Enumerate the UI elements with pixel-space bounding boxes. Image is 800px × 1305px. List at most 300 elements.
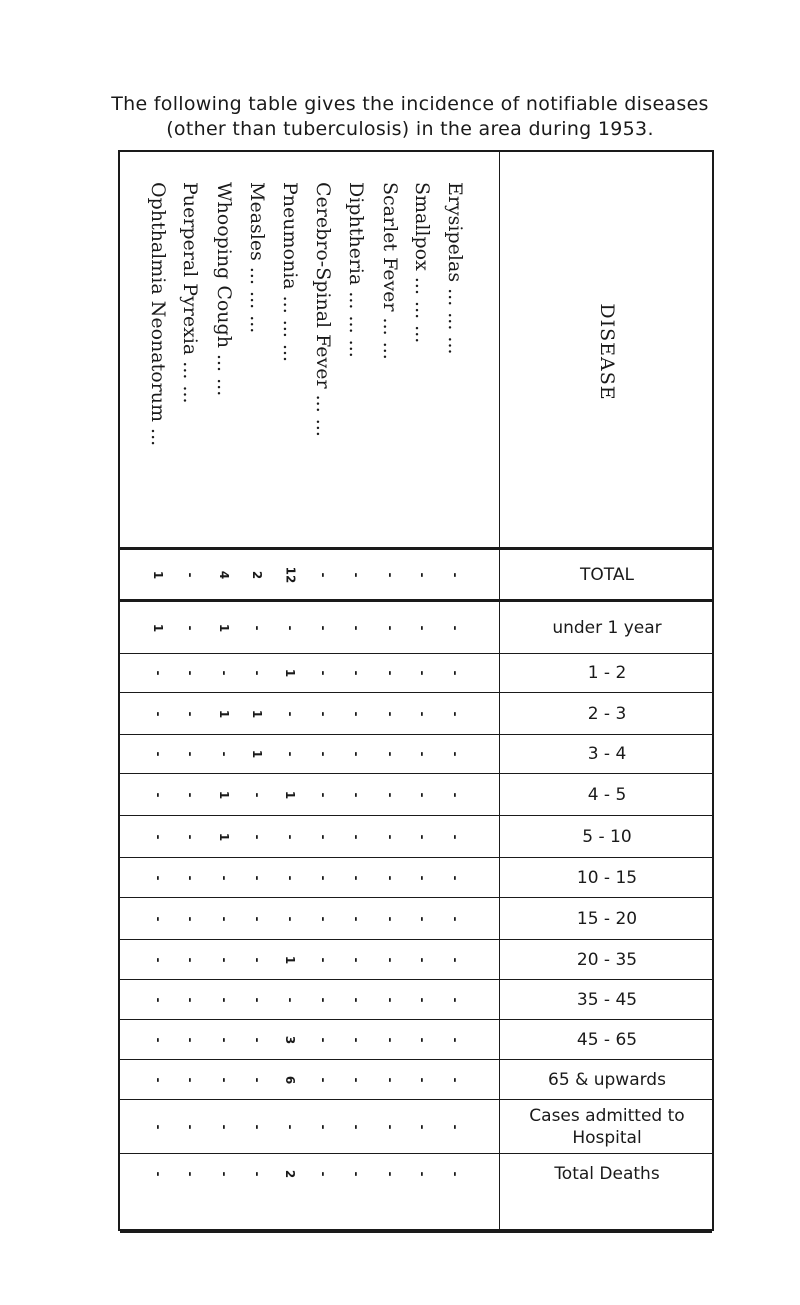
cell-value: - [249,957,264,962]
table-cell [210,898,238,939]
table-cell [408,1020,436,1059]
cell-value: - [348,834,363,839]
cell-value: - [182,1037,197,1042]
table-row [120,816,714,858]
cell-value: - [447,1124,462,1129]
table-cell [144,693,172,734]
cell-value: - [282,1124,297,1129]
table-cell [243,602,271,653]
cell-value: - [150,957,165,962]
table-cell [309,774,337,815]
row-label: 20 - 35 [576,949,638,970]
cell-value: - [315,957,330,962]
cell-value: - [249,916,264,921]
table-cell [408,940,436,979]
table-cell [176,1154,204,1194]
table-row [120,980,714,1020]
table-cell [376,980,404,1019]
disease-name-text: Ophthalmia Neonatorum ... [147,182,169,447]
row-label: under 1 year [552,617,662,638]
disease-header-row [120,152,714,550]
table-cell [441,735,469,773]
table-cell [210,774,238,815]
cell-value: 1 [282,955,297,964]
cell-value: - [150,670,165,676]
cell-value: 3 [282,1035,297,1044]
row-label: 35 - 45 [576,989,638,1010]
cell-value: 1 [216,790,231,799]
row-label: 5 - 10 [582,826,632,847]
table-cell [309,858,337,897]
cell-value: - [414,792,429,797]
table-cell [144,940,172,979]
cell-value: - [182,625,197,630]
cell-value: 1 [249,749,264,759]
cell-value: - [150,792,165,797]
table-cell [210,550,238,599]
cell-value: - [150,916,165,921]
table-row [120,774,714,816]
disease-name-header [376,182,404,542]
cell-value: - [282,875,297,880]
disease-name-text: Scarlet Fever ... ... [379,182,401,360]
table-cell [376,550,404,599]
cell-value: - [282,711,297,716]
row-label: 65 & upwards [548,1069,666,1090]
table-cell [243,654,271,692]
row-label: Cases admitted to Hospital [529,1105,685,1148]
cell-value: 2 [249,570,264,579]
cell-value: - [348,1171,363,1177]
row-label: TOTAL [580,564,634,585]
table-cell [243,816,271,857]
cell-value: 6 [282,1075,297,1084]
table-cell [210,940,238,979]
row-label: 1 - 2 [587,663,627,683]
table-cell [276,550,304,599]
table-cell [441,898,469,939]
disease-name-header [342,182,370,542]
cell-value: - [348,572,363,577]
cell-value: - [414,834,429,839]
table-cell [243,693,271,734]
cell-value: - [414,711,429,716]
table-cell [376,1154,404,1194]
cell-value: - [216,670,231,676]
cell-value: - [348,1037,363,1042]
table-cell [276,774,304,815]
table-cell [144,1020,172,1059]
cell-value: - [447,1037,462,1042]
cell-value: - [382,1037,397,1042]
table-row [120,693,714,735]
table-cell [176,898,204,939]
table-cell [243,550,271,599]
table-cell [376,735,404,773]
cell-value: - [447,711,462,716]
table-cell [441,774,469,815]
cell-value: 1 [216,709,231,718]
table-cell [176,774,204,815]
cell-value: - [382,957,397,962]
table-cell [210,654,238,692]
row-label: Total Deaths [554,1164,660,1184]
cell-value: 1 [216,832,231,841]
table-cell [309,1154,337,1194]
table-cell [342,816,370,857]
cell-value: - [348,625,363,630]
table-row [120,940,714,980]
table-cell [441,654,469,692]
cell-value: - [249,1124,264,1129]
table-cell [176,1060,204,1099]
cell-value: - [414,875,429,880]
table-cell [144,858,172,897]
table-cell [210,858,238,897]
table-cell [408,898,436,939]
cell-value: - [216,997,231,1002]
table-cell [376,858,404,897]
cell-value: - [249,1077,264,1082]
table-cell [144,654,172,692]
table-cell [144,980,172,1019]
table-cell [276,898,304,939]
cell-value: - [447,916,462,921]
table-cell [441,1100,469,1153]
cell-value: - [414,1077,429,1082]
table-row [120,1020,714,1060]
cell-value: - [414,1171,429,1177]
disease-name-header [210,182,238,542]
table-cell [144,735,172,773]
table-cell [376,602,404,653]
table-row [120,735,714,774]
cell-value: - [216,916,231,921]
cell-value: - [447,1171,462,1177]
cell-value: 2 [282,1169,297,1179]
notifiable-diseases-table [118,150,714,1231]
cell-value: - [249,997,264,1002]
cell-value: - [182,1171,197,1177]
table-cell [276,1060,304,1099]
table-cell [309,654,337,692]
table-cell [441,816,469,857]
cell-value: - [150,997,165,1002]
cell-value: 12 [282,566,297,583]
table-cell [210,1020,238,1059]
cell-value: - [348,957,363,962]
table-cell [441,602,469,653]
row-label: 45 - 65 [576,1029,638,1050]
table-cell [243,1020,271,1059]
cell-value: - [315,997,330,1002]
table-cell [210,1060,238,1099]
disease-name-header [243,182,271,542]
cell-value: - [348,1124,363,1129]
row-label: 2 - 3 [587,703,627,724]
cell-value: - [182,670,197,676]
cell-value: - [182,792,197,797]
table-cell [210,1100,238,1153]
table-cell [210,816,238,857]
table-cell [342,1020,370,1059]
cell-value: - [382,572,397,577]
cell-value: - [249,834,264,839]
table-cell [342,550,370,599]
disease-name-text: Whooping Cough ... ... [213,182,235,397]
table-cell [441,1060,469,1099]
cell-value: - [414,751,429,757]
cell-value: - [414,572,429,577]
table-cell [441,1020,469,1059]
table-cell [243,735,271,773]
table-cell [342,980,370,1019]
cell-value: - [382,834,397,839]
cell-value: - [150,711,165,716]
cell-value: - [150,834,165,839]
cell-value: 1 [282,790,297,799]
table-cell [144,550,172,599]
table-cell [176,602,204,653]
cell-value: - [315,792,330,797]
table-cell [176,550,204,599]
table-cell [309,980,337,1019]
cell-value: - [348,751,363,757]
disease-name-text: Puerperal Pyrexia ... ... [179,182,201,404]
table-cell [342,693,370,734]
cell-value: - [249,1171,264,1177]
table-cell [441,858,469,897]
disease-name-header [276,182,304,542]
cell-value: - [315,834,330,839]
cell-value: - [382,875,397,880]
table-cell [243,1060,271,1099]
table-cell [243,980,271,1019]
cell-value: - [182,711,197,716]
cell-value: 1 [150,623,165,632]
table-cell [441,980,469,1019]
table-cell [342,940,370,979]
table-cell [210,693,238,734]
table-cell [408,858,436,897]
table-cell [276,1154,304,1194]
cell-value: - [382,1171,397,1177]
cell-value: 1 [249,709,264,718]
table-cell [276,602,304,653]
cell-value: - [414,997,429,1002]
table-cell [309,816,337,857]
cell-value: - [447,625,462,630]
cell-value: - [447,751,462,757]
table-cell [408,774,436,815]
table-cell [408,735,436,773]
cell-value: - [382,792,397,797]
table-row [120,602,714,654]
table-cell [176,980,204,1019]
cell-value: - [382,711,397,716]
table-cell [144,816,172,857]
cell-value: - [315,1171,330,1177]
table-cell [408,816,436,857]
table-cell [408,602,436,653]
table-cell [144,1100,172,1153]
cell-value: - [216,1037,231,1042]
cell-value: - [447,1077,462,1082]
cell-value: - [315,1124,330,1129]
cell-value: - [150,1171,165,1177]
cell-value: - [182,875,197,880]
table-cell [144,774,172,815]
table-cell [176,816,204,857]
table-cell [408,1060,436,1099]
table-cell [376,693,404,734]
cell-value: - [315,711,330,716]
table-cell [243,1154,271,1194]
cell-value: - [414,1124,429,1129]
cell-value: - [216,751,231,757]
table-cell [342,602,370,653]
table-cell [441,940,469,979]
table-cell [210,1154,238,1194]
cell-value: - [447,997,462,1002]
cell-value: - [315,875,330,880]
cell-value: - [382,625,397,630]
cell-value: - [182,572,197,577]
cell-value: - [414,957,429,962]
cell-value: - [447,957,462,962]
table-cell [176,735,204,773]
table-cell [176,654,204,692]
cell-value: - [315,572,330,577]
table-cell [408,980,436,1019]
cell-value: 4 [216,570,231,579]
table-cell [144,1154,172,1194]
table-cell [243,1100,271,1153]
table-cell [210,980,238,1019]
table-row [120,1060,714,1100]
cell-value: - [447,670,462,676]
cell-value: - [282,916,297,921]
cell-value: - [249,625,264,630]
cell-value: - [315,751,330,757]
cell-value: - [382,751,397,757]
table-cell [243,940,271,979]
cell-value: - [216,957,231,962]
table-cell [342,1060,370,1099]
cell-value: - [348,711,363,716]
cell-value: - [182,997,197,1002]
table-cell [408,550,436,599]
disease-name-header [309,182,337,542]
cell-value: - [315,1037,330,1042]
table-row [120,1154,714,1194]
cell-value: - [414,916,429,921]
table-cell [276,735,304,773]
cell-value: - [414,1037,429,1042]
cell-value: - [150,751,165,757]
table-row [120,550,714,602]
table-cell [342,858,370,897]
cell-value: - [382,916,397,921]
row-label: 4 - 5 [587,784,627,805]
disease-name-text: Measles ... ... ... [246,182,268,334]
table-cell [342,1100,370,1153]
cell-value: - [182,916,197,921]
table-row [120,1100,714,1154]
cell-value: - [249,792,264,797]
disease-name-header [176,182,204,542]
disease-column-header [500,152,714,547]
cell-value: - [182,751,197,757]
table-cell [176,858,204,897]
table-row [120,654,714,693]
table-cell [376,1060,404,1099]
cell-value: - [382,670,397,676]
cell-value: - [315,625,330,630]
table-cell [309,735,337,773]
cell-value: - [414,625,429,630]
row-label: 10 - 15 [576,867,638,888]
table-cell [144,1060,172,1099]
table-cell [342,654,370,692]
disease-name-text: Pneumonia ... ... ... [279,182,301,363]
table-cell [276,1020,304,1059]
table-cell [309,693,337,734]
cell-value: - [447,792,462,797]
table-caption: The following table gives the incidence of notifiable diseases (other than tuberculosis) in the area during 1953. [111,93,709,140]
cell-value: - [182,834,197,839]
table-cell [342,735,370,773]
table-cell [309,940,337,979]
cell-value: - [249,875,264,880]
disease-name-text: Diphtheria ... ... ... [345,182,367,358]
row-label: 3 - 4 [587,744,627,764]
table-cell [210,602,238,653]
table-cell [144,898,172,939]
cell-value: - [150,1037,165,1042]
table-cell [309,1100,337,1153]
cell-value: - [216,1124,231,1129]
table-cell [176,1020,204,1059]
cell-value: - [348,875,363,880]
cell-value: - [182,957,197,962]
table-cell [441,1154,469,1194]
table-cell [276,654,304,692]
table-cell [176,940,204,979]
table-row [120,858,714,898]
row-label: 15 - 20 [576,908,638,929]
table-cell [276,693,304,734]
cell-value: - [182,1077,197,1082]
cell-value: - [150,1124,165,1129]
table-cell [342,898,370,939]
cell-value: - [382,1077,397,1082]
table-cell [376,898,404,939]
table-cell [243,774,271,815]
table-cell [144,602,172,653]
cell-value: - [315,1077,330,1082]
cell-value: - [447,834,462,839]
table-cell [276,1100,304,1153]
cell-value: - [447,875,462,880]
table-cell [376,940,404,979]
table-cell [176,1100,204,1153]
table-cell [309,550,337,599]
table-cell [441,693,469,734]
table-row [120,898,714,940]
disease-name-text: Smallpox ... ... ... [411,182,433,344]
disease-name-header [144,182,172,542]
